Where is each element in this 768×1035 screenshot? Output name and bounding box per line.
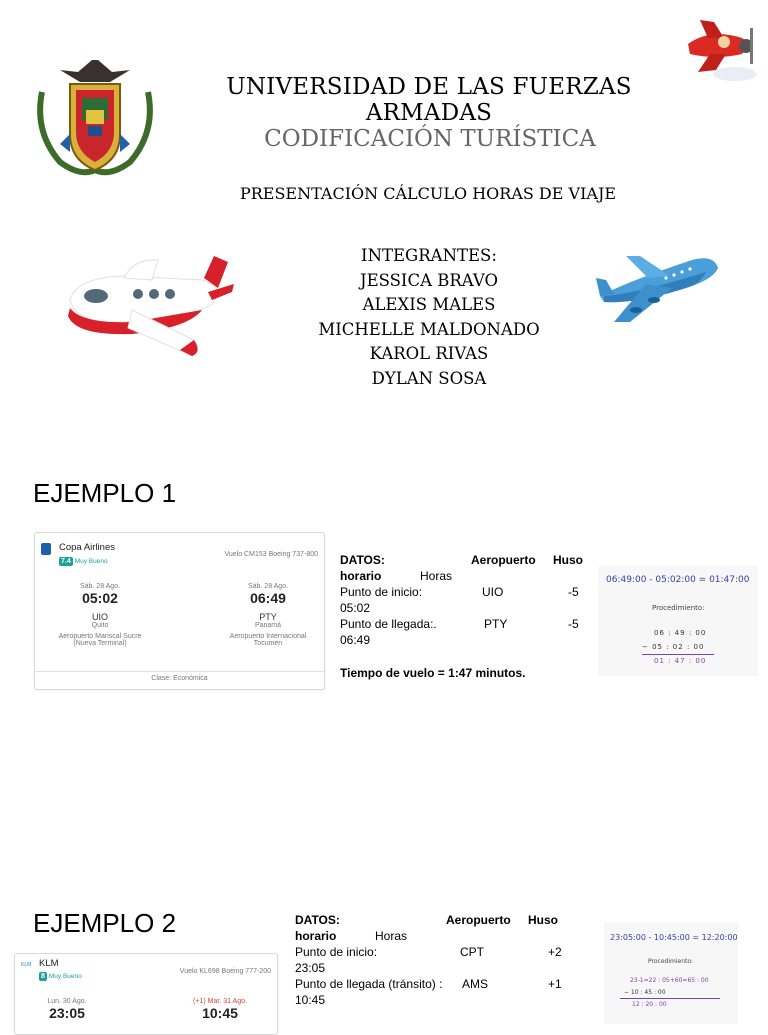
arrival-airport: Aeropuerto Internacional [229, 633, 307, 640]
flight-ticket-card [14, 953, 278, 1035]
start-airport: UIO [482, 585, 504, 599]
departure-time: 23:05 [49, 1005, 85, 1021]
datos-block [340, 552, 590, 682]
calc-result: 01 : 47 : 00 [654, 657, 707, 665]
departure-airport: Aeropuerto Mariscal Sucre [58, 633, 142, 640]
end-time: 10:45 [295, 993, 326, 1007]
members-list [290, 244, 568, 392]
departure-date: Lun. 30 Ago. [47, 998, 87, 1005]
flight-info: Vuelo CM153 Boeing 737-800 [224, 551, 318, 558]
score-badge: 7.4 [61, 558, 71, 565]
example-2-heading: EJEMPLO 2 [33, 908, 177, 938]
end-zone: +1 [548, 977, 562, 991]
procedure-label: Procedimiento: [648, 958, 694, 965]
datos-label: DATOS: [295, 913, 340, 927]
horas-label: Horas [420, 569, 453, 583]
score-badge: 8 [41, 973, 45, 980]
airline-name: KLM [39, 958, 59, 969]
blue-jet-icon [596, 238, 724, 328]
member-name: MICHELLE MALDONADO [318, 319, 540, 339]
datos-label: DATOS: [340, 553, 385, 567]
fare-class: Clase: Económica [151, 675, 208, 682]
cartoon-airplane-icon [62, 248, 237, 366]
rating-label: Muy Bueno [74, 558, 108, 565]
arrival-date: (+1) Mar. 31 Ago. [193, 998, 247, 1005]
calc-formula: 06:49:00 - 05:02:00 = 01:47:00 [606, 575, 750, 585]
airline-logo-icon: KLM [21, 962, 32, 968]
calc-line: 23-1=22 : 05+60=65 : 00 [630, 977, 709, 984]
members-heading: INTEGRANTES: [361, 246, 497, 265]
datos-block [295, 912, 575, 1024]
start-label: Punto de inicio: [295, 945, 378, 959]
end-time: 06:49 [340, 633, 371, 647]
calc-line: − 10 : 45 : 00 [624, 989, 666, 996]
rating-label: Muy Bueno [48, 973, 82, 980]
start-airport: CPT [460, 945, 484, 959]
arrival-time: 06:49 [250, 590, 286, 606]
member-name: DYLAN SOSA [371, 368, 487, 388]
departure-terminal: (Nueva Terminal) [73, 640, 127, 647]
calculation-panel [604, 922, 738, 1024]
end-airport: PTY [484, 617, 508, 631]
arrival-time: 10:45 [202, 1005, 238, 1021]
calc-line: 06 : 49 : 00 [654, 629, 707, 637]
horario-label: horario [340, 569, 382, 583]
arrival-code: PTY [259, 612, 277, 622]
departure-code: UIO [91, 612, 108, 622]
end-label: Punto de llegada:. [340, 617, 437, 631]
member-name: JESSICA BRAVO [359, 270, 499, 290]
zone-column-header: Huso [528, 913, 558, 927]
departure-date: Sáb. 28 Ago. [79, 583, 121, 590]
start-time: 05:02 [340, 601, 371, 615]
airline-logo-icon [41, 543, 51, 555]
airport-column-header: Aeropuerto [471, 553, 536, 567]
zone-column-header: Huso [553, 553, 583, 567]
horario-label: horario [295, 929, 337, 943]
example-1-heading: EJEMPLO 1 [33, 478, 177, 508]
procedure-label: Procedimiento: [652, 604, 705, 612]
calc-formula: 23:05:00 - 10:45:00 = 12:20:00 [610, 933, 738, 942]
university-crest-logo [30, 52, 160, 182]
airport-column-header: Aeropuerto [446, 913, 511, 927]
course-subtitle: CODIFICACIÓN TURÍSTICA [264, 126, 596, 152]
arrival-airport-name: Tocumen [253, 640, 283, 647]
arrival-city: Panamá [254, 622, 282, 629]
departure-time: 05:02 [82, 590, 118, 606]
flight-time-result: Tiempo de vuelo = 1:47 minutos. [340, 666, 526, 680]
flight-ticket-card [34, 532, 325, 690]
red-airplane-icon [680, 14, 760, 84]
airline-name: Copa Airlines [59, 542, 115, 553]
member-name: ALEXIS MALES [362, 295, 496, 315]
flight-info: Vuelo KL698 Boeing 777-200 [179, 968, 271, 975]
end-label: Punto de llegada (tránsito) : [295, 977, 443, 991]
end-airport: AMS [462, 977, 489, 991]
start-zone: -5 [568, 585, 579, 599]
member-name: KAROL RIVAS [369, 344, 489, 364]
page-title: UNIVERSIDAD DE LAS FUERZAS ARMADAS [226, 74, 632, 126]
presentation-title: PRESENTACIÓN CÁLCULO HORAS DE VIAJE [239, 184, 617, 203]
start-zone: +2 [548, 945, 562, 959]
horas-label: Horas [375, 929, 408, 943]
calc-result: 12 : 20 : 00 [632, 1001, 667, 1008]
arrival-date: Sáb. 28 Ago. [247, 583, 289, 590]
calc-line: − 05 : 02 : 00 [642, 643, 705, 651]
start-label: Punto de inicio: [340, 585, 423, 599]
end-zone: -5 [568, 617, 579, 631]
start-time: 23:05 [295, 961, 326, 975]
departure-city: Quito [91, 622, 109, 629]
calculation-panel [598, 566, 758, 676]
